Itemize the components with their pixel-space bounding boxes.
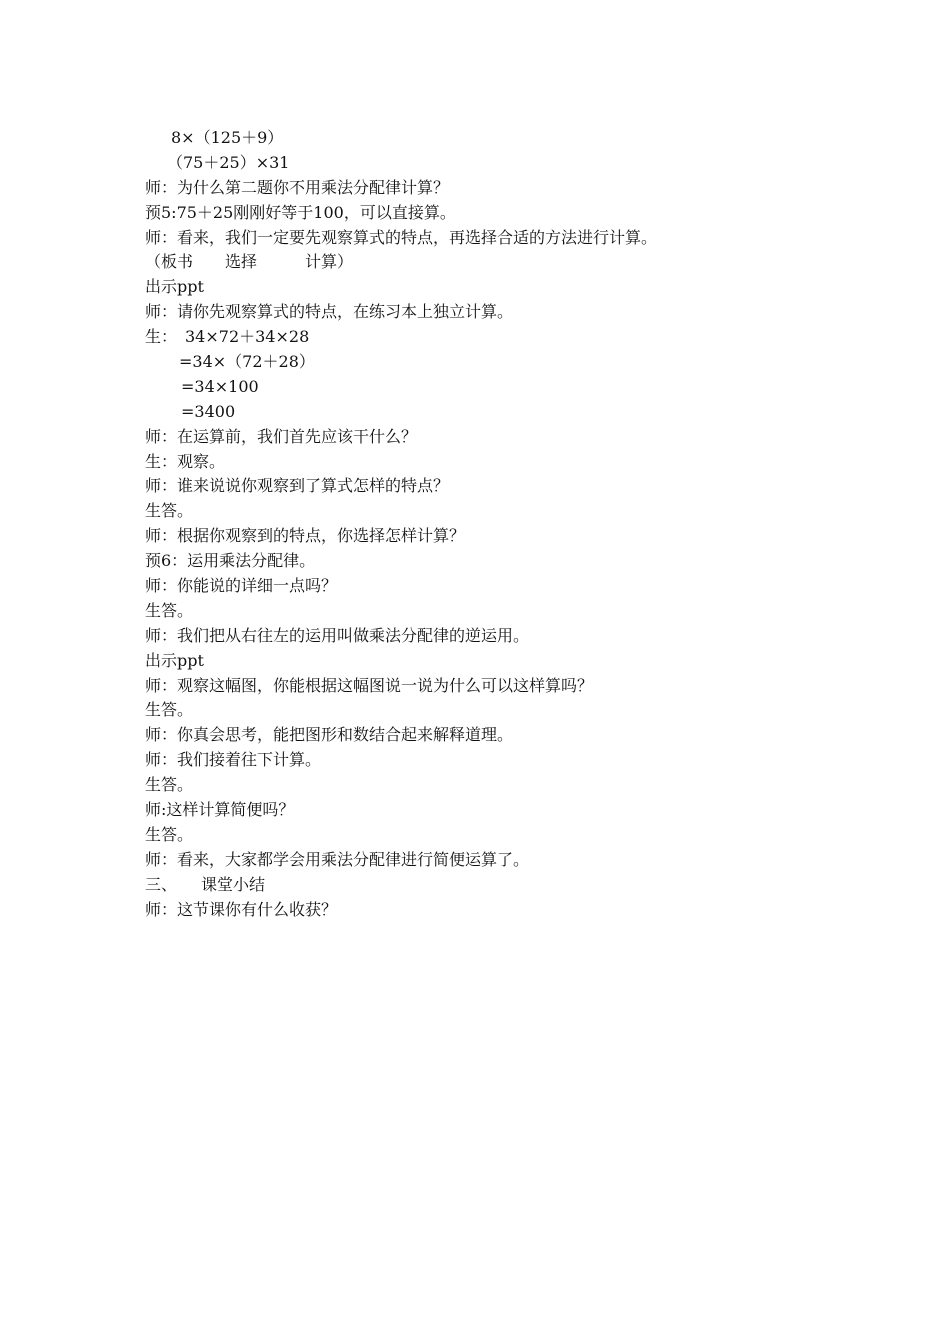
text-line: 师：为什么第二题你不用乘法分配律计算？ (145, 177, 450, 197)
text-line: 生： 34×72＋34×28 (145, 327, 310, 347)
text-line: 师：我们接着往下计算。 (145, 750, 322, 770)
text-line: 师：这节课你有什么收获？ (145, 899, 338, 919)
text-line: 出示ppt (145, 277, 204, 297)
text-line: 8×（125＋9） (171, 128, 284, 147)
document-body (145, 126, 825, 923)
text-line: 预6：运用乘法分配律。 (145, 551, 316, 571)
section-heading: 三、 课堂小结 (145, 874, 266, 894)
text-line: 师：观察这幅图，你能根据这幅图说一说为什么可以这样算吗？ (145, 675, 594, 695)
text-line: 师：我们把从右往左的运用叫做乘法分配律的逆运用。 (145, 625, 530, 645)
text-line: 师：你能说的详细一点吗？ (145, 576, 338, 596)
text-line: 师：根据你观察到的特点，你选择怎样计算？ (145, 526, 466, 546)
text-line: 师：你真会思考，能把图形和数结合起来解释道理。 (145, 725, 514, 745)
text-line: 师：看来，大家都学会用乘法分配律进行简便运算了。 (145, 849, 530, 869)
text-line: 出示ppt (145, 650, 204, 670)
text-line: 生答。 (145, 824, 194, 844)
text-line: =34×100 (181, 376, 259, 396)
text-line: （75＋25）×31 (167, 152, 290, 172)
text-line: 师：在运算前，我们首先应该干什么？ (145, 426, 418, 446)
text-line: =34×（72＋28） (179, 352, 315, 372)
text-line: 生：观察。 (145, 451, 226, 471)
text-line: 生答。 (145, 501, 194, 521)
text-line: 师:这样计算简便吗？ (145, 800, 295, 820)
text-line: 师：看来，我们一定要先观察算式的特点，再选择合适的方法进行计算。 (145, 227, 658, 247)
text-line: 生答。 (145, 600, 194, 620)
text-line: 预5:75＋25刚刚好等于100，可以直接算。 (145, 202, 456, 222)
text-line: （板书 选择 计算） (145, 252, 354, 272)
text-line: 生答。 (145, 775, 194, 795)
text-line: =3400 (181, 401, 236, 421)
text-line: 生答。 (145, 700, 194, 720)
text-line: 师：谁来说说你观察到了算式怎样的特点？ (145, 476, 450, 496)
text-line: 师：请你先观察算式的特点，在练习本上独立计算。 (145, 302, 514, 322)
